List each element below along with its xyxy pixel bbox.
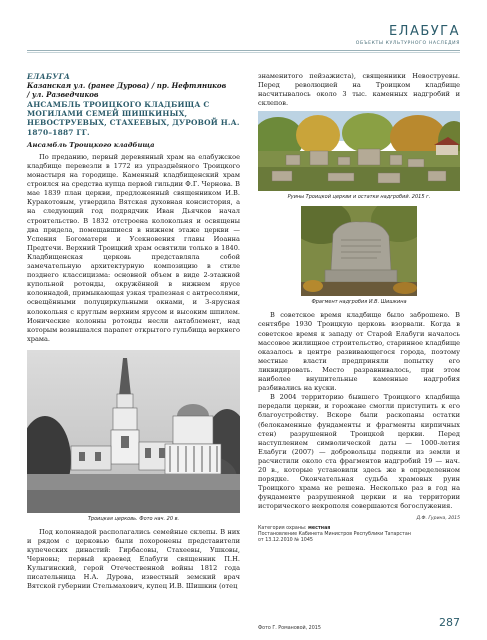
gravestone-fragment-photo bbox=[301, 206, 417, 296]
photo-caption: Руины Троицкой церкви и остатки надгробий. 2015 г. bbox=[287, 194, 431, 201]
running-header bbox=[260, 25, 460, 46]
category-label: Категория охраны: bbox=[258, 525, 307, 531]
body-paragraph: Под колоннадой располагались семейные склепы. В них и рядом с церковью были похоронены представители купеческих династий: Гирбасовы, Стахеевы, Ушковы, Черновы; первый краевед Елабуги священник П.Н. Кулыгинский, герой Отечественной войны 1812 года писательница Н.А. Дурова, известный земский врач Вятской губернии Стельмахович, купец И.В. Шишкин (отец bbox=[27, 527, 240, 591]
right-column bbox=[258, 72, 460, 544]
entry-city: ЕЛАБУГА bbox=[27, 72, 71, 81]
entry-address-line1: Казанская ул. (ранее Дурова) / пр. Нефтяников bbox=[27, 81, 227, 90]
decree-line1: Постановление Кабинета Министров Республики Татарстан bbox=[258, 531, 411, 537]
photo-caption: Фрагмент надгробия И.В. Шишкина bbox=[311, 299, 407, 306]
body-paragraph: В советское время кладбище было заброшено. В сентябре 1930 Троицкую церковь взорвали. Когда в советское время к западу от Старой Елабуги началось массовое жилищное строительство, старинное кладбище оказалось в центре развивающегося города, поэтому местные власти предприняли попытку его ликвидировать. Место разравнивалось, при этом наиболее внушительные каменные надгробия разбивались на куски. bbox=[258, 311, 460, 393]
entry-address-line2: / ул. Разведчиков bbox=[27, 90, 99, 99]
church-historic-photo bbox=[27, 350, 240, 513]
photo-caption: Троицкая церковь. Фото нач. 20 в. bbox=[87, 515, 180, 522]
left-column bbox=[27, 72, 240, 592]
entry-subtitle: Ансамбль Троицкого кладбища bbox=[27, 140, 155, 149]
ruins-color-photo bbox=[258, 111, 460, 191]
header-rule bbox=[27, 50, 460, 51]
section-title: ЕЛАБУГА bbox=[388, 24, 460, 39]
photo-credit: Фото Г. Романовой, 2015 bbox=[258, 626, 321, 631]
author-signature: Д.Ф. Гурина, 2015 bbox=[416, 516, 460, 522]
decree-line2: от 13.12.2010 № 1045 bbox=[258, 537, 313, 543]
section-subtitle: ОБЪЕКТЫ КУЛЬТУРНОГО НАСЛЕДИЯ bbox=[355, 41, 460, 46]
body-paragraph: знаменитого пейзажиста), священники Невоструевы. Перед революцией на Троицком кладбище насчитывалось около 3 тыс. каменных надгробий и склепов. bbox=[258, 72, 460, 108]
body-paragraph: В 2004 территорию бывшего Троицкого кладбища передали церкви, и горожане смогли приступить к его благоустройству. Вскоре были раскопаны остатки (белокаменные фундаменты и фрагменты кирпичных стен) разрушенной Троицкой церкви. Перед наступлением символической даты — 1000-летия Елабуги (2007) — добровольцы подняли из земли и расчистили около ста фрагментов надгробий 19 — нач. 20 в., которые установили здесь же в определенном порядке. Окончательная судьба храмовых руин Троицкого храма не решена. Несколько раз в год на фундаменте разрушенной церкви и на территории исторического некрополя совершаются богослужения. bbox=[258, 393, 460, 511]
body-paragraph: По преданию, первый деревянный храм на елабужское кладбище перевезли в 1772 из упразднённого Троицкого монастыря на городище. Каменный кладбищенский храм строился на средства купца первой гильдии Ф.Г. Чернова. В мае 1839 план церкви, предложенный священником И.В. Куракотовым, утвердила Вятская духовная консистория, а на следующий год подрядчик Иван Дьячков начал строительство. В 1832 отстроена колокольня и освящены два придела, помещавшиеся в нижнем этаже церкви — Успения Богоматери и Усекновения главы Иоанна Предтечи. Верхний Троицкий храм освятили только в 1840. Кладбищенская церковь представляла собой замечательную архитектурную композицию в стиле позднего классицизма: основной объем в виде 2-этажной купольной ротонды, окружённой в нижнем ярусе колоннадой, примыкающая узкая трапезная с антресолями, освещёнными полуциркульными окнами, и 3-ярусная колокольня с круглым верхним ярусом и высоким шпилем. Ионические колонны ротонды несли антаблемент, над которым возвышался парапет открытого гульбища верхнего храма. bbox=[27, 152, 240, 343]
entry-title: АНСАМБЛЬ ТРОИЦКОГО КЛАДБИЩА С МОГИЛАМИ СЕМЕЙ ШИШКИНЫХ, НЕВОСТРУЕВЫХ, СТАХЕЕВЫХ, ДУРОВОЙ Н.А. 1870–1887 ГГ. bbox=[27, 100, 240, 137]
category-value: местная bbox=[307, 525, 331, 531]
page-number: 287 bbox=[439, 616, 460, 629]
header-rule-secondary bbox=[27, 52, 460, 53]
entry-heading bbox=[27, 72, 240, 150]
